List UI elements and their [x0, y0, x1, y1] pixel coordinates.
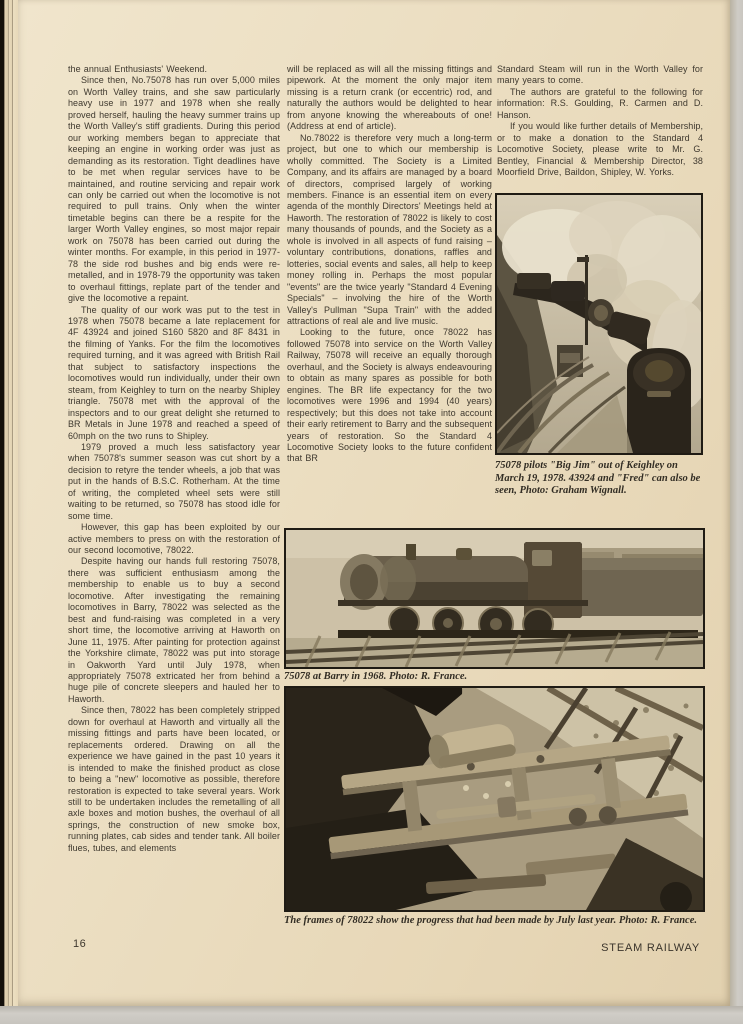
- paragraph: Looking to the future, once 78022 has followed 75078 into service on the Worth Valley Railway, 75078 will receive an equally thorough overhaul, and the Society is always endeavouring to obtain as many spares as possible for both engines. The BR life expectancy for the two locomotives were 1996 and 1994 (40 years) respectively; but this does not take into account their early retirement to Barry and the subsequent years of restoration. So the Standard 4 Locomotive Society looks to the future confident that BR: [287, 327, 492, 464]
- paragraph: Since then, No.75078 has run over 5,000 miles on Worth Valley trains, and she saw particularly heavy use in 1977 and 1978 when she really proved herself, hauling the heavy summer trains up the Worth Valley's stiff gradients. During this period our working members began to appreciate that keeping an engine in working order was just as demanding as its restoration. Tight deadlines have to be met when regular services have to be maintained, and routine servicing and repair work can only be carried out when the locomotive is not required to pull trains. Only when the winter timetable begins can there be a respite for the larger Worth Valley engines, so most major repair work on 75078 has been carried out during the winter months. For example, in this period in 1977-78 the side rod bushes and big ends were re-metalled, and in 1978-79 the opportunity was taken to overhaul fittings, replate part of the tender and give the locomotive a repaint.: [68, 75, 280, 304]
- photo-barry-caption: 75078 at Barry in 1968. Photo: R. France.: [284, 671, 468, 682]
- paragraph: However, this gap has been exploited by our active members to press on with the restoration of our second locomotive, 78022.: [68, 522, 280, 556]
- steam-locomotives-illustration: [497, 195, 701, 453]
- paragraph: Since then, 78022 has been completely stripped down for overhaul at Haworth and virtually all the missing fittings and parts have been located, or replacements ordered. Drawing on all the experience we have gained in the past 10 years it is intended to make the finished product as close to being a "new" locomotive as possible, therefore restoration is expected to take several years. Work still to be undertaken includes the remetalling of all axle boxes and motion bushes, the overhaul of all springs, the construction of new smoke box, running plates, cab sides and tender tank. All boiler flues, tubes, and elements: [68, 705, 280, 853]
- text-column-2: [287, 64, 492, 465]
- magazine-page: [18, 0, 730, 1006]
- photo-keighley-image: [495, 193, 703, 455]
- book-page-edges: [0, 0, 18, 1006]
- page-number: 16: [73, 938, 87, 950]
- text-column-1: [68, 64, 280, 854]
- paragraph: Despite having our hands full restoring 75078, there was sufficient enthusiasm among the membership to enable us to buy a second locomotive. After investigating the remaining locomotives in Barry, 78022 was selected as the best and fund-raising was completed in a very short time, the locomotive arriving at Haworth on June 11, 1975. After painting for protection against the Yorkshire climate, 78022 was put into storage in Oakworth Yard until July 1978, when appropriately 75078 extricated her from behind a huge pile of concrete sleepers and hauled her to Haworth.: [68, 556, 280, 704]
- photo-barry-image: [284, 528, 705, 669]
- paragraph: The authors are grateful to the following for information: R.S. Goulding, R. Carmen and D. Hanson.: [497, 86, 703, 120]
- page-right-edge: [730, 0, 743, 1010]
- paragraph: Standard Steam will run in the Worth Valley for many years to come.: [497, 64, 703, 86]
- table-surface: [0, 1006, 743, 1024]
- paragraph: 1979 proved a much less satisfactory year when 75078's summer season was cut short by a decision to retyre the tender wheels, a job that was put in the hands of B.S.C. Rotherham. At the time of writing, the completed wheel sets were still waiting to be returned, so 75078 has stood idle for some time.: [68, 441, 280, 521]
- paragraph: The quality of our work was put to the test in 1978 when 75078 became a late replacement for 4F 43924 and joined S160 5820 and 8F 8431 in the filming of Yanks. For the film the locomotives required turning, and it was agreed with British Rail that subject to satisfactory inspections the locomotives would run individually, under their own steam, from Keighley to turn on the nearby Shipley triangle. 75078 met with the approval of the inspectors and to our great delight she returned to BR Metals in June 1978 and reached a speed of 60mph on the two runs to Shipley.: [68, 304, 280, 441]
- text-column-3: [497, 64, 703, 179]
- photo-keighley-caption: 75078 pilots "Big Jim" out of Keighley on March 19, 1978. 43924 and "Fred" can also be seen, Photo: Graham Wignall.: [495, 460, 701, 497]
- scrapyard-locomotive-illustration: [286, 530, 703, 667]
- paragraph: the annual Enthusiasts' Weekend.: [68, 64, 208, 74]
- locomotive-frames-illustration: [286, 688, 703, 910]
- paragraph: will be replaced as will all the missing fittings and pipework. At the moment the only major item missing is a return crank (or eccentric) rod, and naturally the authors would be delighted to hear from anyone knowing the whereabouts of one! (Address at end of article).: [287, 64, 492, 132]
- magazine-title: STEAM RAILWAY: [601, 942, 700, 954]
- photo-frames-image: [284, 686, 705, 912]
- paragraph: No.78022 is therefore very much a long-term project, but one to which our membership is wholly committed. The Society is a Limited Company, and its affairs are managed by a board of directors, comprised largely of working members. Finance is an essential item on every agenda of the monthly Directors' Meetings held at Haworth. The restoration of 78022 is likely to cost many thousands of pounds, and the Society as a whole is involved in all aspects of fund raising – voluntary contributions, donations, raffles and lotteries, social events and sales, all help to keep money rolling in. Perhaps the most popular "events" are the twice yearly "Standard 4 Evening Specials" – involving the hire of the Worth Valley's Pullman "Supa Train" with the added attractions of real ale and live music.: [287, 132, 492, 326]
- paragraph: If you would like further details of Membership, or to make a donation to the Standard 4 Locomotive Society, please write to Mr. G. Bentley, Financial & Membership Director, 38 Moorfield Drive, Baildon, Shipley, W. Yorks.: [497, 121, 703, 178]
- photo-frames-caption: The frames of 78022 show the progress that had been made by July last year. Photo: R. France.: [284, 915, 698, 926]
